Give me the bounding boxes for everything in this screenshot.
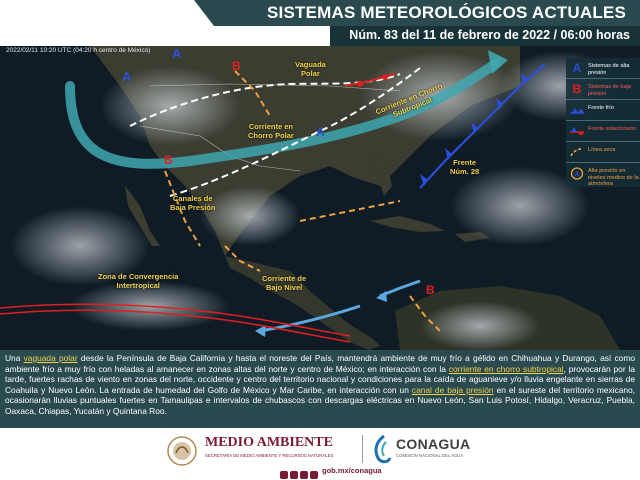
logo-divider [362, 435, 363, 463]
label-chorro-polar: Corriente en Chorro Polar [248, 122, 294, 140]
legend-text: Alta presión en niveles medios de la atmósfera [588, 168, 639, 187]
highlight-vaguada-polar: vaguada polar [23, 353, 78, 363]
desc-text-4: en el sureste del territorio mexicano, ocasionarán lluvias puntuales fuertes en Tamaulipas e intervalos de chubascos con descargas eléctricas en Nuevo León, San Luis Potosí, Hidalgo, Veracruz, Puebla, Oaxaca, Chiapas, Yucatán y Quintana Roo. [5, 384, 635, 416]
label-corriente-bajo-nivel: Corriente de Bajo Nivel [262, 274, 307, 292]
high-pressure-marker: A [172, 46, 182, 61]
high-pressure-marker: A [316, 125, 325, 139]
legend-item-stationary-front [566, 121, 640, 142]
high-pressure-marker: A [122, 69, 132, 84]
twitter-icon[interactable] [290, 471, 298, 479]
stationary-front-icon [570, 125, 584, 138]
low-pressure-icon: B [572, 82, 582, 96]
svg-text:A: A [574, 171, 580, 179]
cold-air-mass-icon [570, 167, 584, 180]
legend-text: Frente estacionario [588, 126, 636, 132]
bulletin-number: Núm. 83 del 11 de febrero de 2022 / 06:00 horas [349, 28, 630, 42]
label-zona-convergencia: Zona de Convergencia Intertropical [98, 272, 179, 290]
semarnat-emblem-icon [164, 435, 200, 467]
legend-text: Frente frío [588, 105, 614, 111]
legend-text: Sistemas de baja presión [588, 84, 631, 97]
facebook-icon[interactable] [280, 471, 288, 479]
footer [0, 428, 640, 480]
social-icons [280, 466, 320, 476]
forecast-description [0, 350, 640, 428]
youtube-icon[interactable] [310, 471, 318, 479]
legend-item-cold-air-mass [566, 163, 640, 187]
legend-item-dry-line [566, 142, 640, 163]
low-pressure-marker: B [426, 283, 435, 297]
description-paragraph [5, 353, 635, 417]
page-title: SISTEMAS METEOROLÓGICOS ACTUALES [266, 3, 626, 22]
map-drawing [0, 46, 640, 350]
highlight-canal-baja: canal de baja presión [411, 384, 494, 395]
desc-text-3: , provocarán por la tarde, fuertes rachas de viento en zonas del norte, occidente y centro del territorio nacional y condiciones para la caída de aguanieve y/o lluvia engelante en sierras de Coahuila y Nuevo León. La entrada de humedad del Golfo de México y Mar Caribe, en interacción con un [5, 363, 635, 395]
weather-map [0, 46, 640, 350]
desc-text-2: desde la Península de Baja California y hasta el noreste del País, mantendrá ambiente de muy frío a gélido en Chihuahua y Durango, así como ambiente frío a muy frío con heladas al amanecer en zonas altas del norte y centro de México; en interacción con la [5, 353, 635, 374]
map-legend [566, 58, 640, 187]
legend-item-low [566, 79, 640, 100]
label-chorro-subtropical: Corriente en Chorro Subtropical [374, 81, 444, 120]
stationary-front-barb [382, 74, 388, 80]
semarnat-subtitle: SECRETARÍA DE MEDIO AMBIENTE Y RECURSOS NATURALES [205, 453, 334, 458]
conagua-logo-icon [370, 434, 394, 464]
label-canales-baja: Canales de Baja Presión [170, 194, 216, 212]
subtitle-bar [330, 26, 640, 46]
instagram-icon[interactable] [300, 471, 308, 479]
dry-line-icon [570, 146, 584, 159]
website-link[interactable]: gob.mx/conagua [322, 466, 382, 475]
highlight-corriente-chorro: corriente en chorro subtropical [448, 363, 564, 374]
desc-text-1: Una [5, 353, 24, 363]
low-pressure-marker: B [164, 153, 173, 167]
stationary-front-barb [357, 81, 363, 87]
title-bar [214, 0, 640, 26]
legend-text: Línea seca [588, 147, 616, 153]
image-timestamp: 2022/02/11 10:20 UTC (04:20 h centro de México) [6, 47, 151, 54]
high-pressure-icon: A [572, 61, 582, 75]
label-frente: Frente Núm. 28 [450, 158, 480, 176]
legend-item-cold-front [566, 100, 640, 121]
label-vaguada-polar: Vaguada Polar [295, 60, 326, 78]
header [0, 0, 640, 46]
cold-front-icon [570, 104, 584, 117]
legend-text: Sistemas de alta presión [588, 63, 630, 76]
low-pressure-marker: B [232, 59, 241, 73]
semarnat-title: MEDIO AMBIENTE [205, 435, 333, 450]
conagua-title: CONAGUA [396, 436, 471, 452]
legend-item-high [566, 58, 640, 79]
conagua-subtitle: COMISIÓN NACIONAL DEL AGUA [396, 453, 464, 458]
